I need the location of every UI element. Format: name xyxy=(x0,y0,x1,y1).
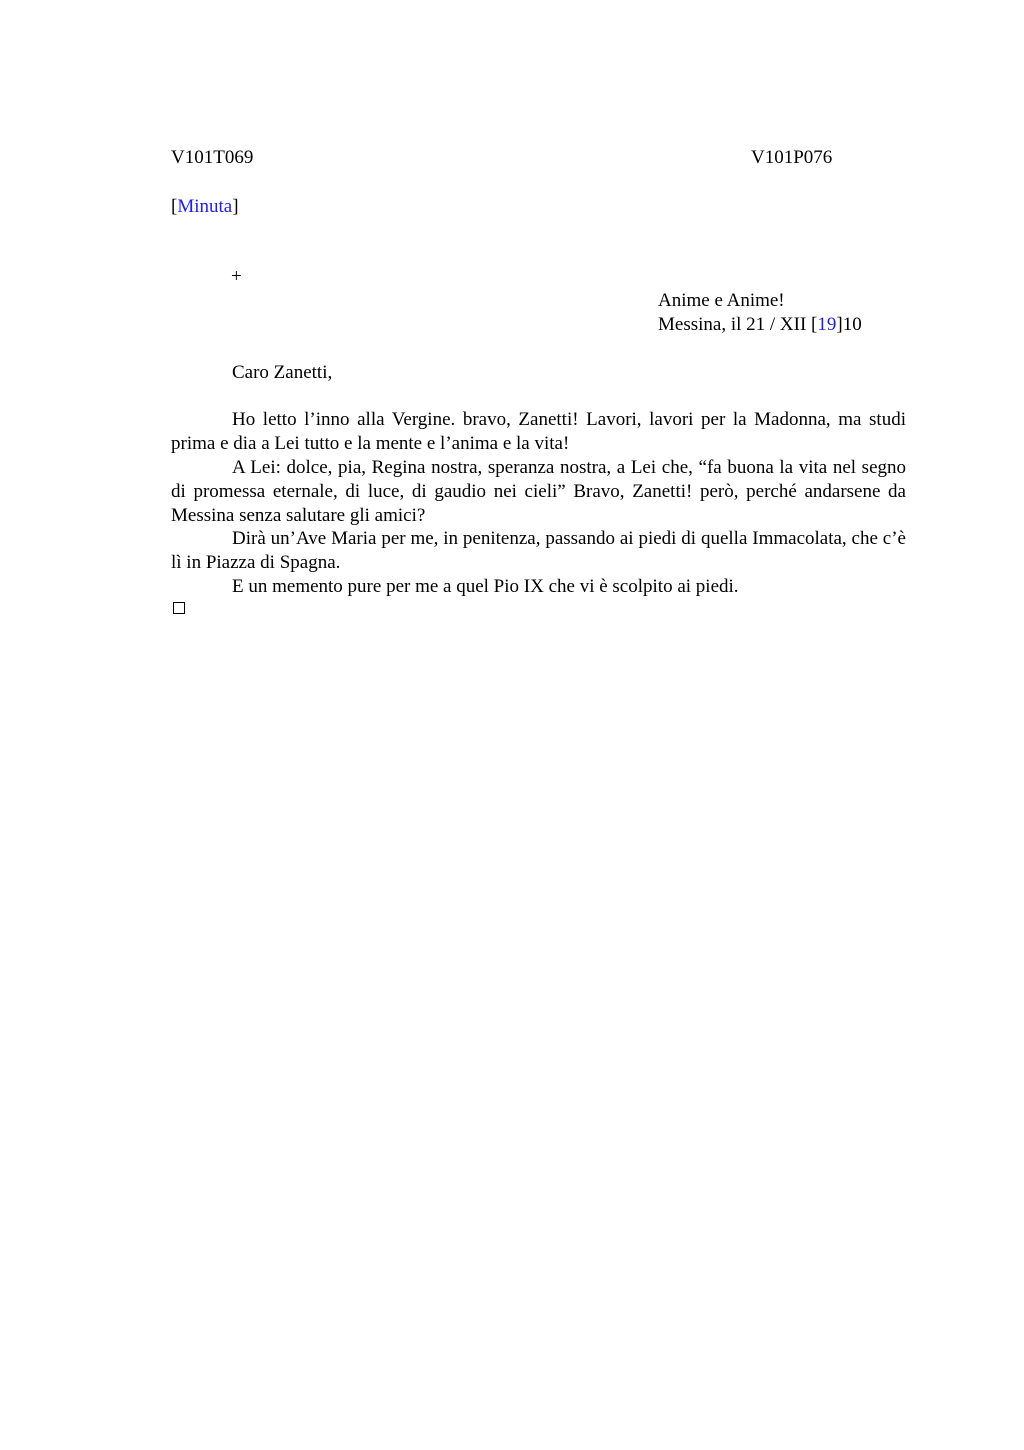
document-type-note xyxy=(171,195,239,219)
dateline-prefix: Messina, il 21 / XII [ xyxy=(658,314,818,335)
end-of-document-square-icon xyxy=(173,602,185,614)
body-paragraph-3: Dirà un’Ave Maria per me, in penitenza, passando ai piedi di quella Immacolata, che c’è lì in Piazza di Spagna. xyxy=(171,528,906,573)
dateline xyxy=(658,313,862,337)
document-code-left: V101T069 xyxy=(171,147,254,168)
document-code-right: V101P076 xyxy=(751,147,833,168)
body-paragraph-1: Ho letto l’inno alla Vergine. bravo, Zanetti! Lavori, lavori per la Madonna, ma studi prima e dia a Lei tutto e la mente e l’anima e la vita! xyxy=(171,409,906,454)
motto: Anime e Anime! xyxy=(658,290,785,311)
dateline-suffix: ]10 xyxy=(836,314,862,335)
cross-symbol: + xyxy=(231,266,242,287)
body-paragraph-4: E un memento pure per me a quel Pio IX che vi è scolpito ai piedi. xyxy=(232,576,739,597)
salutation: Caro Zanetti, xyxy=(232,362,333,383)
document-type-label: Minuta xyxy=(177,196,233,217)
bracket-open: [ xyxy=(171,196,178,217)
body-paragraph-2: A Lei: dolce, pia, Regina nostra, speranza nostra, a Lei che, “fa buona la vita nel segno di promessa eternale, di luce, di gaudio nei cieli” Bravo, Zanetti! però, perché andarsene da Messina senza salutare gli amici? xyxy=(171,457,906,526)
dateline-year-supplied: 19 xyxy=(817,314,837,335)
bracket-close: ] xyxy=(232,196,239,217)
